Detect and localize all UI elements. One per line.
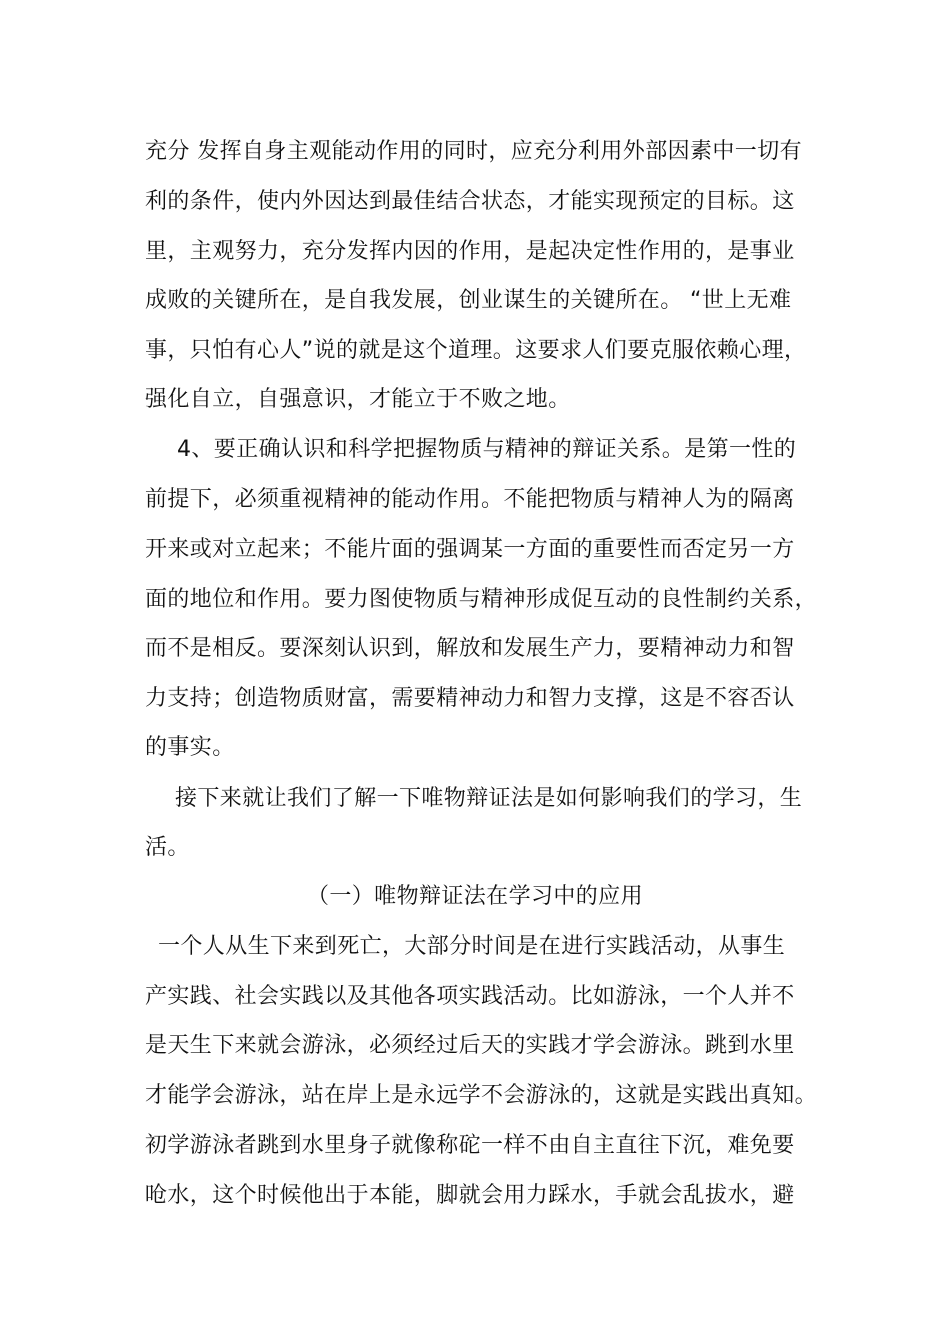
text-line: 力支持；创造物质财富，需要精神动力和智力支撑，这是不容否认 — [145, 686, 795, 711]
text-line: 而不是相反。要深刻认识到，解放和发展生产力，要精神动力和智 — [145, 636, 795, 661]
text-line: 的事实。 — [145, 735, 235, 760]
text-line: 是天生下来就会游泳，必须经过后天的实践才学会游泳。跳到水里 — [145, 1033, 795, 1058]
text-line: 充分 发挥自身主观能动作用的同时，应充分利用外部因素中一切有 — [145, 139, 802, 164]
text-line: 面的地位和作用。要力图使物质与精神形成促互动的良性制约关系， — [145, 587, 818, 612]
text-line: 事，只怕有心人”说的就是这个道理。这要求人们要克服依赖心理， — [145, 338, 807, 363]
text-line: 初学游泳者跳到水里身子就像称砣一样不由自主直往下沉，难免要 — [145, 1133, 795, 1158]
text-line: 活。 — [145, 835, 190, 860]
text-line: 成败的关键所在，是自我发展，创业谋生的关键所在。 “世上无难 — [145, 288, 792, 313]
text-line: 接下来就让我们了解一下唯物辩证法是如何影响我们的学习，生 — [175, 786, 803, 811]
text-line: 产实践、社会实践以及其他各项实践活动。比如游泳，一个人并不 — [145, 984, 795, 1009]
text-line: 才能学会游泳，站在岸上是永远学不会游泳的，这就是实践出真知。 — [145, 1083, 818, 1108]
text-line: 4、要正确认识和科学把握物质与精神的辩证关系。是第一性的 — [177, 437, 797, 462]
text-line: 开来或对立起来；不能片面的强调某一方面的重要性而否定另一方 — [145, 537, 795, 562]
section-heading: （一）唯物辩证法在学习中的应用 — [306, 884, 643, 909]
text-line: 利的条件，使内外因达到最佳结合状态，才能实现预定的目标。这 — [145, 189, 795, 214]
text-line: 一个人从生下来到死亡，大部分时间是在进行实践活动，从事生 — [158, 934, 786, 959]
text-line: 强化自立，自强意识，才能立于不败之地。 — [145, 387, 571, 412]
text-line: 前提下，必须重视精神的能动作用。不能把物质与精神人为的隔离 — [145, 487, 795, 512]
text-line: 里，主观努力，充分发挥内因的作用，是起决定性作用的，是事业 — [145, 239, 795, 264]
text-line: 呛水，这个时候他出于本能，脚就会用力踩水，手就会乱拔水，避 — [145, 1183, 795, 1208]
